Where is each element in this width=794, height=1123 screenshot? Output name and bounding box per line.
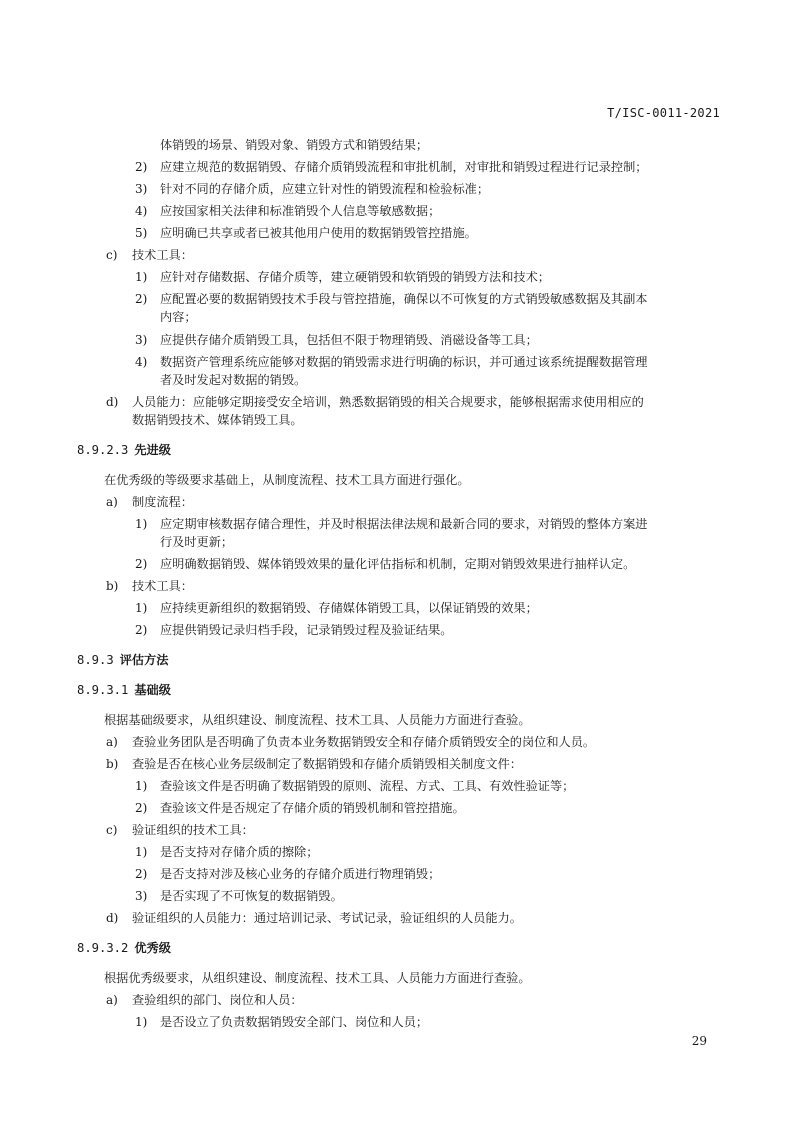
list-item-label: d) — [106, 395, 119, 409]
list-item-text: 技术工具： — [132, 579, 193, 593]
list-item-label: 2) — [135, 623, 148, 637]
list-item-label: 4) — [135, 204, 148, 218]
list-item-text: 查验业务团队是否明确了负责本业务数据销毁安全和存储介质销毁安全的岗位和人员。 — [132, 735, 596, 749]
list-item-label: 2) — [135, 160, 148, 174]
list-item-text: 数据销毁技术、媒体销毁工具。 — [132, 413, 303, 427]
list-item-label: 1) — [135, 1015, 148, 1029]
list-item-text: 应明确数据销毁、媒体销毁效果的量化评估指标和机制，定期对销毁效果进行抽样认定。 — [160, 557, 636, 571]
list-item-text: 应按国家相关法律和标准销毁个人信息等敏感数据； — [160, 204, 441, 218]
list-item-label: b) — [106, 757, 119, 771]
list-item-label: 2) — [135, 801, 148, 815]
list-item-label: c) — [106, 248, 118, 262]
section-number: 8.9.3 — [77, 653, 114, 667]
list-item-text: 内容； — [160, 310, 197, 324]
list-item-text: 查验是否在核心业务层级制定了数据销毁和存储介质销毁相关制度文件： — [132, 757, 522, 771]
list-item-text: 是否支持对存储介质的擦除； — [160, 845, 319, 859]
list-item-text: 应定期审核数据存储合理性，并及时根据法律法规和最新合同的要求，对销毁的整体方案进 — [160, 517, 648, 531]
section-number: 8.9.3.2 — [77, 941, 129, 955]
list-item-label: c) — [106, 823, 118, 837]
section-heading — [77, 442, 171, 458]
list-item-text: 体销毁的场景、销毁对象、销毁方式和销毁结果； — [160, 138, 429, 152]
section-heading — [77, 940, 171, 956]
list-item-label: a) — [106, 735, 118, 749]
list-item-label: 1) — [135, 270, 148, 284]
section-title: 先进级 — [134, 443, 171, 457]
list-item-label: 2) — [135, 867, 148, 881]
paragraph: 根据优秀级要求，从组织建设、制度流程、技术工具、人员能力方面进行查验。 — [104, 971, 531, 985]
list-item-text: 数据资产管理系统应能够对数据的销毁需求进行明确的标识，并可通过该系统提醒数据管理 — [160, 355, 648, 369]
list-item-text: 者及时发起对数据的销毁。 — [160, 373, 307, 387]
paragraph: 根据基础级要求，从组织建设、制度流程、技术工具、人员能力方面进行查验。 — [104, 713, 531, 727]
section-heading — [77, 652, 168, 668]
list-item-text: 查验该文件是否规定了存储介质的销毁机制和管控措施。 — [160, 801, 465, 815]
list-item-text: 制度流程： — [132, 495, 193, 509]
section-number: 8.9.3.1 — [77, 683, 129, 697]
list-item-label: 1) — [135, 517, 148, 531]
list-item-label: 2) — [135, 292, 148, 306]
list-item-text: 查验该文件是否明确了数据销毁的原则、流程、方式、工具、有效性验证等； — [160, 779, 575, 793]
list-item-text: 应持续更新组织的数据销毁、存储媒体销毁工具，以保证销毁的效果； — [160, 601, 538, 615]
list-item-text: 应提供销毁记录归档手段，记录销毁过程及验证结果。 — [160, 623, 453, 637]
page-number: 29 — [691, 1034, 707, 1048]
list-item-text: 是否实现了不可恢复的数据销毁。 — [160, 889, 343, 903]
list-item-label: 3) — [135, 182, 148, 196]
list-item-text: 技术工具： — [132, 248, 193, 262]
list-item-label: 3) — [135, 333, 148, 347]
list-item-text: 查验组织的部门、岗位和人员： — [132, 993, 303, 1007]
section-title: 评估方法 — [119, 653, 169, 667]
section-title: 优秀级 — [134, 941, 171, 955]
list-item-label: 1) — [135, 601, 148, 615]
list-item-text: 验证组织的技术工具： — [132, 823, 254, 837]
list-item-label: 3) — [135, 889, 148, 903]
list-item-text: 是否设立了负责数据销毁安全部门、岗位和人员； — [160, 1015, 429, 1029]
list-item-label: b) — [106, 579, 119, 593]
list-item-text: 人员能力：应能够定期接受安全培训，熟悉数据销毁的相关合规要求，能够根据需求使用相应的 — [132, 395, 644, 409]
list-item-label: 1) — [135, 845, 148, 859]
section-number: 8.9.2.3 — [77, 443, 129, 457]
list-item-label: d) — [106, 911, 119, 925]
list-item-text: 应提供存储介质销毁工具，包括但不限于物理销毁、消磁设备等工具； — [160, 333, 538, 347]
list-item-label: 1) — [135, 779, 148, 793]
list-item-label: 4) — [135, 355, 148, 369]
list-item-text: 行及时更新； — [160, 535, 234, 549]
list-item-text: 针对不同的存储介质，应建立针对性的销毁流程和检验标准； — [160, 182, 490, 196]
list-item-label: a) — [106, 495, 118, 509]
list-item-label: 2) — [135, 557, 148, 571]
doc-id: T/ISC-0011-2021 — [607, 106, 720, 120]
list-item-label: a) — [106, 993, 118, 1007]
list-item-label: 5) — [135, 226, 148, 240]
list-item-text: 应建立规范的数据销毁、存储介质销毁流程和审批机制，对审批和销毁过程进行记录控制； — [160, 160, 648, 174]
paragraph: 在优秀级的等级要求基础上，从制度流程、技术工具方面进行强化。 — [104, 473, 470, 487]
list-item-text: 验证组织的人员能力：通过培训记录、考试记录，验证组织的人员能力。 — [132, 911, 522, 925]
section-heading — [77, 682, 171, 698]
list-item-text: 应针对存储数据、存储介质等，建立硬销毁和软销毁的销毁方法和技术； — [160, 270, 550, 284]
list-item-text: 是否支持对涉及核心业务的存储介质进行物理销毁； — [160, 867, 441, 881]
list-item-text: 应明确已共享或者已被其他用户使用的数据销毁管控措施。 — [160, 226, 477, 240]
section-title: 基础级 — [134, 683, 171, 697]
list-item-text: 应配置必要的数据销毁技术手段与管控措施，确保以不可恢复的方式销毁敏感数据及其副本 — [160, 292, 648, 306]
